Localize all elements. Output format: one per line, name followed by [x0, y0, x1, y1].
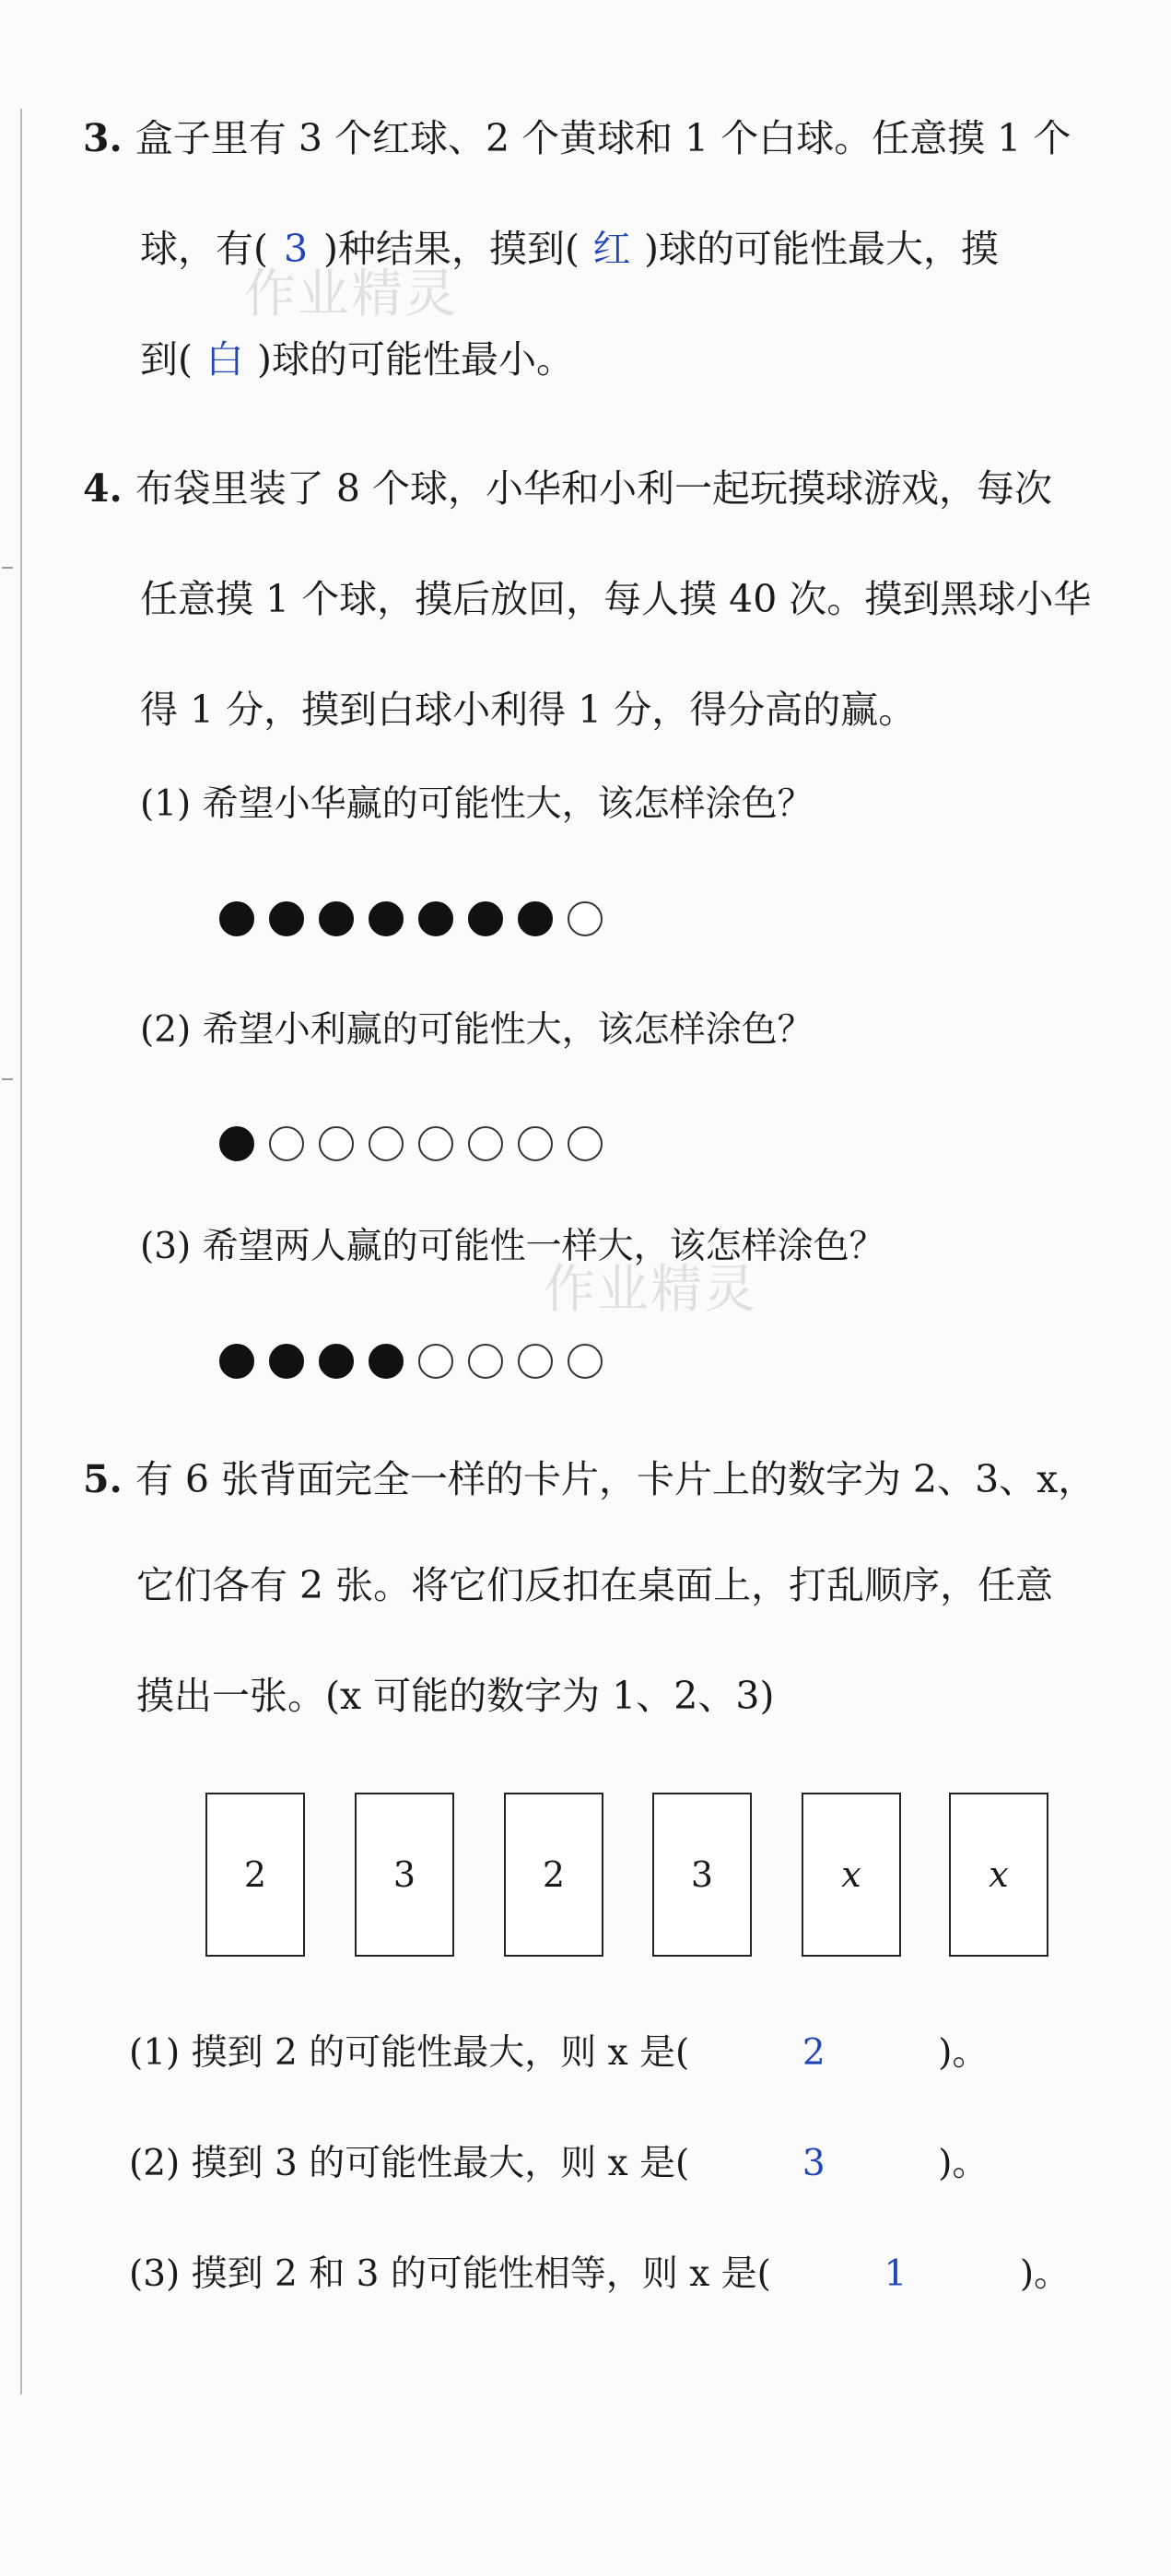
q3-number: 3. [83, 116, 123, 160]
black-ball [219, 1344, 254, 1379]
white-ball [568, 1126, 603, 1161]
card-3: 2 [504, 1793, 603, 1957]
q5-sub1: (1) 摸到 2 的可能性最大，则 x 是( 2 )。 [129, 2028, 988, 2079]
black-ball [369, 1344, 404, 1379]
q4-number: 4. [83, 466, 123, 511]
q5-line1: 5. 有 6 张背面完全一样的卡片，卡片上的数字为 2、3、x， [83, 1457, 1096, 1501]
watermark: 作业精灵 [544, 1260, 757, 1320]
black-ball [219, 901, 254, 936]
q3-answer-2: 红 [592, 227, 631, 271]
q4-line2: 任意摸 1 个球，摸后放回，每人摸 40 次。摸到黑球小华 [140, 577, 1092, 621]
card-1: 2 [205, 1793, 305, 1957]
black-ball [369, 901, 404, 936]
q3-line3: 到( 白 )球的可能性最小。 [140, 332, 574, 387]
q4-line3: 得 1 分，摸到白球小利得 1 分，得分高的赢。 [140, 688, 917, 732]
black-ball [468, 901, 503, 936]
q5-sub2-answer: 3 [802, 2143, 826, 2184]
black-ball [418, 901, 453, 936]
white-ball [468, 1126, 503, 1161]
q5-line3: 摸出一张。(x 可能的数字为 1、2、3) [136, 1674, 775, 1718]
q5-sub1-answer: 2 [802, 2032, 826, 2074]
white-ball [319, 1126, 354, 1161]
margin-tick [2, 567, 13, 569]
q3-answer-3: 白 [205, 337, 244, 382]
q3-line2: 球，有( 3 )种结果，摸到( 红 )球的可能性最大，摸 [140, 221, 999, 276]
q4-ball-row-1 [219, 901, 603, 942]
white-ball [518, 1344, 553, 1379]
black-ball [319, 901, 354, 936]
q4-ball-row-2 [219, 1126, 603, 1167]
q4-line1: 4. 布袋里装了 8 个球，小华和小利一起玩摸球游戏，每次 [83, 466, 1052, 511]
card-4: 3 [652, 1793, 752, 1957]
card-5: x [802, 1793, 901, 1957]
q5-sub2: (2) 摸到 3 的可能性最大，则 x 是( 3 )。 [129, 2138, 988, 2190]
black-ball [269, 1344, 304, 1379]
q3-answer-1: 3 [283, 227, 309, 271]
q4-ball-row-3 [219, 1344, 603, 1384]
white-ball [418, 1344, 453, 1379]
card-6: x [949, 1793, 1048, 1957]
white-ball [369, 1126, 404, 1161]
card-2: 3 [355, 1793, 454, 1957]
q5-sub3: (3) 摸到 2 和 3 的可能性相等，则 x 是( 1 )。 [129, 2249, 1070, 2300]
white-ball [418, 1126, 453, 1161]
binding-margin-line [20, 109, 22, 2394]
black-ball [269, 901, 304, 936]
q5-sub3-answer: 1 [884, 2253, 908, 2295]
q5-line2: 它们各有 2 张。将它们反扣在桌面上，打乱顺序，任意 [136, 1563, 1054, 1607]
white-ball [269, 1126, 304, 1161]
white-ball [468, 1344, 503, 1379]
q4-sub1: (1) 希望小华赢的可能性大，该怎样涂色？ [140, 783, 814, 825]
white-ball [518, 1126, 553, 1161]
black-ball [219, 1126, 254, 1161]
watermark: 作业精灵 [244, 265, 458, 324]
black-ball [518, 901, 553, 936]
margin-tick [2, 1078, 13, 1080]
q5-number: 5. [83, 1457, 123, 1501]
q4-sub2: (2) 希望小利赢的可能性大，该怎样涂色？ [140, 1009, 814, 1051]
white-ball [568, 901, 603, 936]
q4-sub3: (3) 希望两人赢的可能性一样大，该怎样涂色？ [140, 1226, 885, 1267]
white-ball [568, 1344, 603, 1379]
q3-line1: 3. 盒子里有 3 个红球、2 个黄球和 1 个白球。任意摸 1 个 [83, 116, 1071, 160]
black-ball [319, 1344, 354, 1379]
